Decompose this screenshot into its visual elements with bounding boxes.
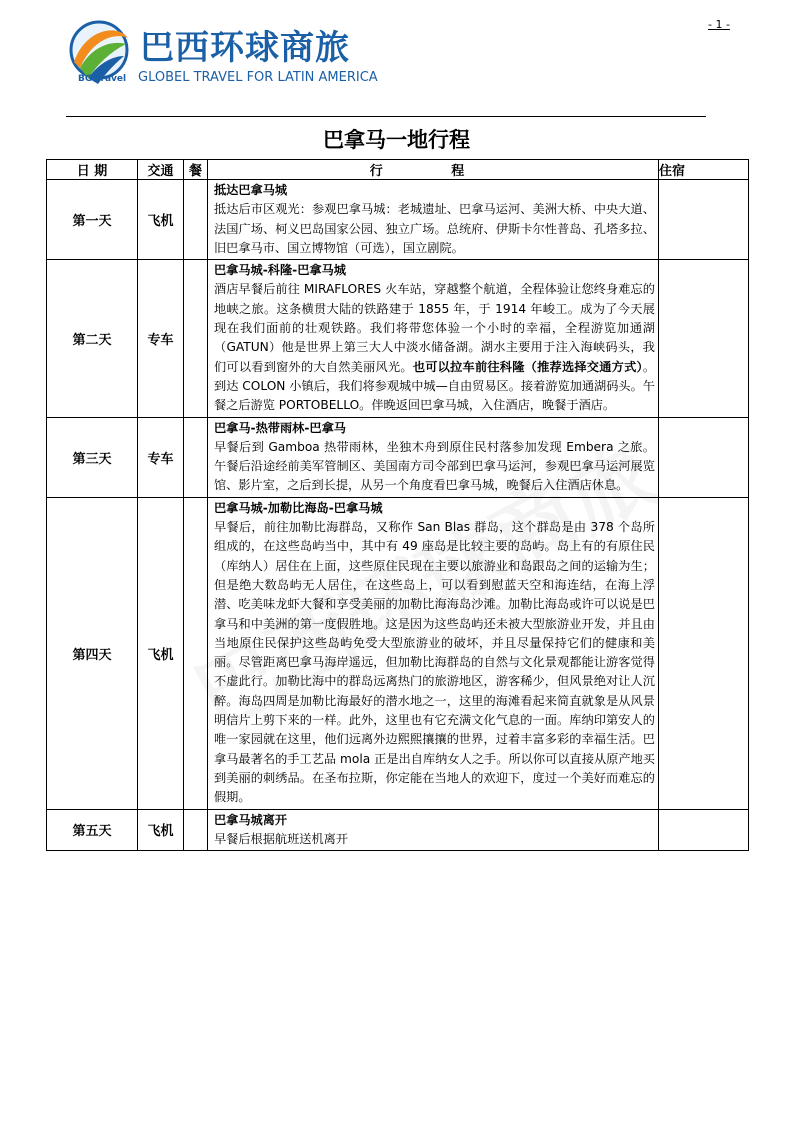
company-logo [66,18,386,94]
table-header-row [47,160,749,180]
header-lodging: 住宿 [659,160,749,180]
itinerary-title: 巴拿马城离开 [214,812,288,827]
logo-badge-text: BG Travel [78,74,127,84]
itinerary-title: 巴拿马城-加勒比海岛-巴拿马城 [214,500,383,515]
logo-english-name: GLOBEL TRAVEL FOR LATIN AMERICA [138,70,378,85]
transport-label: 飞机 [138,809,184,851]
itinerary-cell [208,417,659,497]
itinerary-body: 抵达后市区观光：参观巴拿马城：老城遗址、巴拿马运河、美洲大桥、中央大道、法国广场、柯义巴岛国家公园、独立广场。总统府、伊斯卡尔性普岛、孔塔多拉、旧巴拿马市、国立博物馆（可选），国立剧院。 [214,202,655,255]
itinerary-body: 早餐后到 Gamboa 热带雨林，坐独木舟到原住民村落参加发现 Embera 之旅。午餐后沿途经前美军管制区、美国南方司令部到巴拿马运河，参观巴拿马运河展览馆、影片室，之后到长提，从另一个角度看巴拿马城，晚餐后入住酒店休息。 [214,439,655,493]
table-row-day-1 [47,180,749,260]
lodging-cell [659,180,749,260]
transport-label: 飞机 [138,180,184,260]
itinerary-title: 抵达巴拿马城 [214,183,288,197]
header-itinerary: 行 程 [208,160,659,180]
table-row-day-5 [47,809,749,851]
lodging-cell [659,497,749,809]
itinerary-title: 巴拿马-热带雨林-巴拿马 [214,420,346,435]
meal-cell [184,809,208,851]
header-meal: 餐 [184,160,208,180]
transport-label: 专车 [138,417,184,497]
itinerary-body: 早餐后根据航班送机离开 [214,831,349,846]
day-label: 第二天 [47,260,138,417]
meal-cell [184,260,208,417]
lodging-cell [659,417,749,497]
transport-label: 飞机 [138,497,184,809]
page-number: - 1 - [708,18,730,31]
day-label: 第三天 [47,417,138,497]
itinerary-title: 巴拿马城-科隆-巴拿马城 [214,263,346,278]
table-row-day-4 [47,497,749,809]
itinerary-body-part-a: 酒店早餐后前往 MIRAFLORES 火车站，穿越整个航道，全程体验让您终身难忘的地峡之旅。这条横贯大陆的铁路建于 1855 年，于 1914 年峻工。成为了今天展现在我们面前的壮观铁路。我们将带您体验一个小时的幸福，全程游览加通湖（GATUN）他是世界上第三大人中淡水储备湖。湖水主要用于注入海峡码头，我们可以看到窗外的大自然美丽风光。 [214,282,655,374]
itinerary-body-highlight: 也可以拉车前往科隆（推荐选择交通方式） [412,359,643,374]
meal-cell [184,497,208,809]
itinerary-table [46,159,749,851]
itinerary-cell [208,180,659,260]
itinerary-body [214,280,655,415]
itinerary-body: 早餐后，前往加勒比海群岛，又称作 San Blas 群岛，这个群岛是由 378 个岛所组成的，在这些岛屿当中，其中有 49 座岛是比较主要的岛屿。岛上有的有原住民（库纳人）居住在上面，这些原住民现在主要以旅游业和岛跟岛之间的运输为生；但是绝大数岛屿无人居住，在这些岛上，可以看到慰蓝天空和海连结，在海上浮潜、吃美味龙虾大餐和享受美丽的加勒比海海岛沙滩。加勒比海岛或许可以说是巴拿马和中美洲的第一度假胜地。这是因为这些岛屿还未被大型旅游业开发，并且由当地原住民保护这些岛屿免受大型旅游业的破坏，并且尽量保持它们的健康和美丽。尽管距离巴拿马海岸遥远，但加勒比海群岛的自然与文化景观都能让游客觉得不虚此行。加勒比海中的群岛远离热门的旅游地区，游客稀少，但风景绝对让人沉醉。海岛四周是加勒比海最好的潜水地之一，这里的海滩看起来简直就象是从风景明信片上剪下来的一样。此外，这里也有它充满文化气息的一面。库纳印第安人的唯一家园就在这里，他们远离外边熙熙攘攘的世界，过着丰富多彩的幸福生活。巴拿马最著名的手工艺品 mola 正是出自库纳女人之手。所以你可以直接从原产地买到美丽的刺绣品。在圣布拉斯，你定能在当地人的欢迎下，度过一个美好而难忘的假期。 [214,520,655,805]
table-row-day-3 [47,417,749,497]
day-label: 第四天 [47,497,138,809]
header-divider [66,116,706,117]
transport-label: 专车 [138,260,184,417]
itinerary-body-part-b: 。到达 COLON 小镇后，我们将参观城中城—自由贸易区。接着游览加通湖码头。午餐之后游览 PORTOBELLO。伴晚返回巴拿马城，入住酒店，晚餐于酒店。 [214,359,656,413]
document-title: 巴拿马一地行程 [323,128,470,152]
day-label: 第一天 [47,180,138,260]
lodging-cell [659,260,749,417]
logo-chinese-name: 巴西环球商旅 [140,28,350,68]
header-day: 日 期 [47,160,138,180]
table-row-day-2 [47,260,749,417]
itinerary-cell [208,260,659,417]
itinerary-cell [208,497,659,809]
meal-cell [184,180,208,260]
itinerary-cell [208,809,659,851]
day-label: 第五天 [47,809,138,851]
header-transport: 交通 [138,160,184,180]
lodging-cell [659,809,749,851]
meal-cell [184,417,208,497]
